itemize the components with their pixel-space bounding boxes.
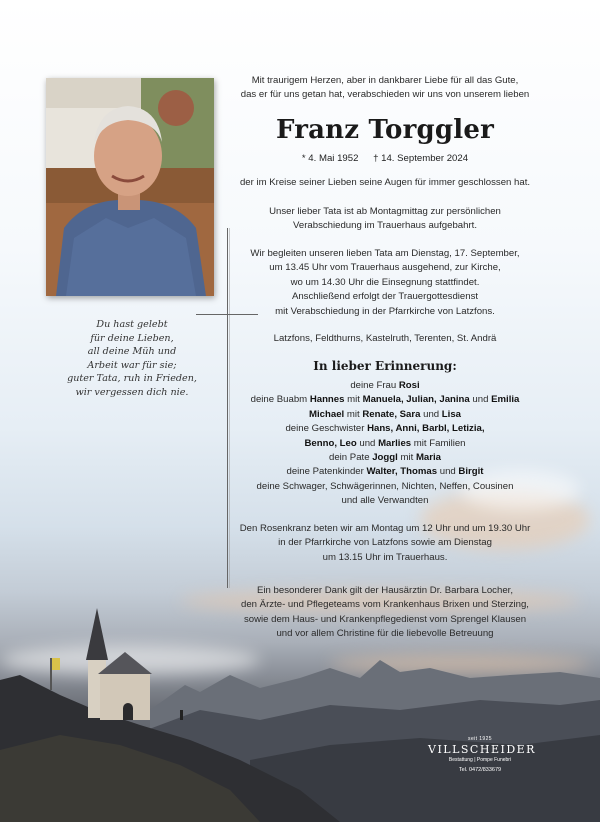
thanks-text: Ein besonderer Dank gilt der Hausärztin Dr. Barbara Locher, den Ärzte- und Pflegeteams vom Krankenhaus Brixen und Sterzing, sowie dem Haus- und Krankenpflegedienst vom Sprengel Klausen und vor allem Christine für die liebevolle Betreuung: [241, 585, 529, 640]
birth-date: * 4. Mai 1952: [301, 153, 359, 164]
quote-line: all deine Müh und: [87, 346, 177, 358]
family-list: deine Frau Rosi deine Buabm Hannes mit Manuela, Julian, Janina und Emilia Michael mit Renate, Sara und Lisa deine Geschwister Hans, Anni, Barbl, Letizia, Benno, Leo und Marlies mit Familien dein Pate Joggl mit Maria deine Patenkinder Walter, Thomas und Birgit deine Schwager, Schwägerinnen, Nichten, Neffen, Cousinen und alle Verwandten: [250, 380, 520, 507]
chapel-spire: [86, 608, 108, 660]
cross-shadow: [229, 228, 230, 588]
deceased-name: Franz Torggler: [276, 115, 494, 145]
life-dates: [234, 153, 536, 164]
quote-line: Arbeit war für sie;: [87, 359, 177, 371]
intro-text: Mit traurigem Herzen, aber in dankbarer Liebe für all das Gute, das er für uns getan hat, verabschieden wir uns von unserem lieben: [240, 75, 530, 101]
quote-line: für deine Lieben,: [90, 332, 174, 344]
viewing-text: Unser lieber Tata ist ab Montagmittag zur persönlichen Verabschiedung im Trauerhaus aufgebahrt.: [269, 206, 501, 232]
funeral-text: Wir begleiten unseren lieben Tata am Dienstag, 17. September, um 13.45 Uhr vom Trauerhaus ausgehend, zur Kirche, wo um 14.30 Uhr die Einsegnung stattfindet. Anschließend erfolgt der Trauergottesdienst mit Verabschiedung in der Pfarrkirche von Latzfons.: [250, 248, 520, 317]
portrait-photo: [46, 78, 214, 296]
rosary-text: Den Rosenkranz beten wir am Montag um 12 Uhr und um 19.30 Uhr in der Pfarrkirche von Latzfons sowie am Dienstag um 13.15 Uhr im Trauerhaus.: [239, 523, 531, 563]
quote-line: guter Tata, ruh in Frieden,: [67, 373, 197, 385]
memory-heading: In lieber Erinnerung:: [313, 359, 457, 373]
quote-line: wir vergessen dich nie.: [75, 386, 189, 398]
death-date: † 14. September 2024: [373, 153, 469, 164]
quote-line: Du hast gelebt: [96, 319, 168, 330]
memorial-quote: [62, 318, 202, 400]
cross-icon: [227, 228, 228, 588]
funeral-home-logo: seit 1925 VILLSCHEIDER Bestattung | Pompe Funebri Tel. 0472/833679: [428, 736, 536, 773]
places-text: Latzfons, Feldthurns, Kastelruth, Terenten, St. Andrä: [273, 333, 497, 344]
passing-text: der im Kreise seiner Lieben seine Augen für immer geschlossen hat.: [239, 177, 531, 188]
